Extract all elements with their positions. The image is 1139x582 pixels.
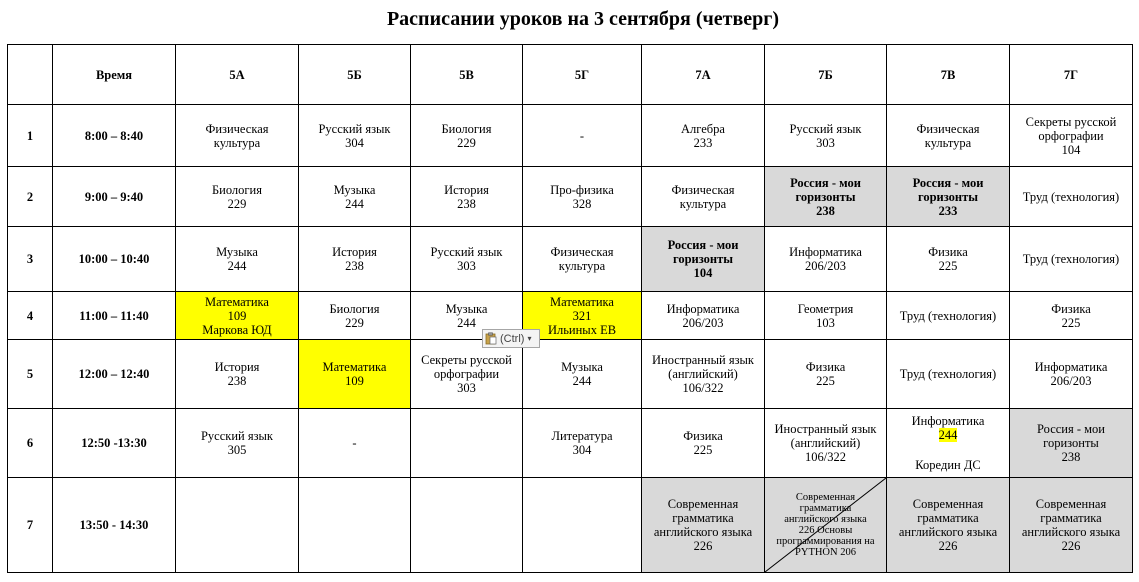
lesson-detail: английского языка bbox=[898, 525, 998, 539]
lesson-cell-5b bbox=[299, 292, 411, 340]
subject-name: Русский язык bbox=[318, 121, 391, 136]
lesson-cell-5g bbox=[523, 227, 642, 292]
subject-name: Труд (технология) bbox=[899, 308, 997, 323]
subject-name: Русский язык bbox=[430, 245, 503, 259]
lesson-cell-7b bbox=[765, 292, 887, 340]
lesson-detail: 225 bbox=[816, 374, 835, 388]
lesson-detail: 229 bbox=[227, 196, 247, 211]
lesson-cell-7a bbox=[642, 340, 765, 409]
subject-name: Информатика bbox=[666, 301, 740, 316]
lesson-number: 7 bbox=[8, 478, 53, 573]
subject-name: История bbox=[332, 245, 377, 259]
lesson-cell-7a bbox=[642, 292, 765, 340]
lesson-detail: 304 bbox=[345, 135, 364, 150]
subject-name: Русский язык bbox=[200, 429, 274, 443]
lesson-detail: 225 bbox=[1061, 315, 1081, 330]
lesson-time: 12:00 – 12:40 bbox=[53, 340, 176, 409]
subject-name: Россия - мои bbox=[1037, 422, 1105, 436]
lesson-detail: горизонты bbox=[795, 189, 856, 204]
subject-name: Физика bbox=[928, 245, 968, 259]
subject-name: Музыка bbox=[333, 182, 376, 197]
subject-name: Математика bbox=[205, 294, 269, 309]
lesson-cell-7a bbox=[642, 478, 765, 573]
subject-name: Современная bbox=[1035, 497, 1107, 511]
subject-name: Информатика bbox=[1034, 360, 1108, 374]
lesson-detail: 106/322 bbox=[805, 450, 846, 464]
header-time: Время bbox=[53, 45, 176, 105]
lesson-detail: PYTHON 206 bbox=[795, 547, 856, 558]
lesson-time: 8:00 – 8:40 bbox=[53, 105, 176, 167]
header-class-5a: 5А bbox=[176, 45, 299, 105]
subject-name: Иностранный язык bbox=[774, 422, 877, 436]
lesson-detail: 109 bbox=[227, 308, 247, 323]
lesson-detail: 303 bbox=[816, 135, 835, 150]
subject-name: Математика bbox=[550, 294, 614, 309]
lesson-detail: грамматика bbox=[917, 511, 979, 525]
lesson-cell-5g bbox=[523, 340, 642, 409]
header-class-5b: 5Б bbox=[299, 45, 411, 105]
lesson-detail: 226 Основы bbox=[798, 525, 853, 536]
subject-name: Труд (технология) bbox=[1022, 252, 1120, 266]
lesson-cell-5a bbox=[176, 167, 299, 227]
lesson-cell-5g bbox=[523, 478, 642, 573]
subject-name: Физика bbox=[805, 360, 846, 374]
lesson-cell-7b bbox=[765, 340, 887, 409]
paste-options-popup[interactable] bbox=[482, 329, 540, 348]
lesson-cell-7v bbox=[887, 409, 1010, 478]
lesson-cell-5g bbox=[523, 409, 642, 478]
split-cell-text bbox=[767, 492, 884, 558]
lesson-detail: 206/203 bbox=[1050, 374, 1092, 388]
subject-name: Музыка bbox=[216, 245, 258, 259]
lesson-detail: орфографии bbox=[433, 367, 500, 381]
lesson-detail: 303 bbox=[457, 381, 476, 395]
lesson-detail: 206/203 bbox=[682, 315, 724, 330]
subject-name: История bbox=[214, 360, 260, 374]
lesson-cell-7g bbox=[1010, 478, 1133, 573]
lesson-detail: 238 bbox=[227, 374, 247, 388]
subject-name: Физическая bbox=[671, 182, 735, 197]
lesson-cell-5g bbox=[523, 292, 642, 340]
lesson-cell-7g bbox=[1010, 409, 1133, 478]
clipboard-icon bbox=[485, 332, 497, 345]
lesson-detail: грамматика bbox=[672, 511, 734, 525]
header-class-7v: 7В bbox=[887, 45, 1010, 105]
lesson-cell-7g bbox=[1010, 167, 1133, 227]
lesson-cell-5a bbox=[176, 227, 299, 292]
lesson-detail: горизонты bbox=[917, 189, 979, 204]
lesson-cell-5g bbox=[523, 167, 642, 227]
lesson-cell-5v bbox=[411, 227, 523, 292]
lesson-number: 4 bbox=[8, 292, 53, 340]
lesson-cell-7a bbox=[642, 105, 765, 167]
subject-name: Секреты русской bbox=[1025, 114, 1117, 129]
subject-name: Современная bbox=[912, 497, 984, 511]
header-class-7a: 7А bbox=[642, 45, 765, 105]
lesson-row bbox=[8, 340, 1133, 409]
lesson-detail: 225 bbox=[693, 443, 713, 457]
lesson-cell-5v bbox=[411, 340, 523, 409]
lesson-detail: 226 bbox=[1061, 539, 1081, 553]
lesson-detail: 238 bbox=[457, 196, 476, 211]
subject-name: Россия - мои bbox=[790, 175, 861, 190]
lesson-detail: 244 bbox=[457, 315, 476, 330]
lesson-detail: 233 bbox=[693, 135, 713, 150]
header-class-7g: 7Г bbox=[1010, 45, 1133, 105]
lesson-detail: 226 bbox=[693, 539, 713, 553]
lesson-cell-5b bbox=[299, 167, 411, 227]
lesson-cell-7g bbox=[1010, 340, 1133, 409]
header-class-7b: 7Б bbox=[765, 45, 887, 105]
lesson-cell-7b bbox=[765, 105, 887, 167]
lesson-detail: английского языка bbox=[784, 514, 867, 525]
subject-name: Геометрия bbox=[797, 301, 854, 316]
lesson-detail: 103 bbox=[816, 315, 835, 330]
lesson-detail: культура bbox=[679, 196, 727, 211]
subject-name: - bbox=[579, 128, 585, 143]
lesson-cell-5a bbox=[176, 409, 299, 478]
lesson-cell-7b bbox=[765, 227, 887, 292]
lesson-detail: 238 bbox=[816, 203, 835, 218]
lesson-detail: 244 bbox=[572, 374, 592, 388]
lesson-detail: английского языка bbox=[1021, 525, 1121, 539]
header-class-5v: 5В bbox=[411, 45, 523, 105]
lesson-cell-5a bbox=[176, 292, 299, 340]
lesson-cell-5b bbox=[299, 227, 411, 292]
subject-name: Современная bbox=[667, 497, 739, 511]
lesson-cell-7b bbox=[765, 167, 887, 227]
lesson-detail: (английский) bbox=[790, 436, 861, 450]
subject-name: Физическая bbox=[205, 121, 269, 136]
lesson-cell-7b bbox=[765, 478, 887, 573]
schedule-table bbox=[7, 44, 1133, 573]
lesson-cell-5v bbox=[411, 105, 523, 167]
lesson-row bbox=[8, 478, 1133, 573]
lesson-detail: 321 bbox=[572, 308, 592, 323]
lesson-cell-7g bbox=[1010, 292, 1133, 340]
paste-options-label: (Ctrl) bbox=[500, 332, 525, 345]
subject-name: История bbox=[444, 182, 489, 197]
lesson-number: 3 bbox=[8, 227, 53, 292]
lesson-detail: Корeдин ДС bbox=[915, 458, 981, 472]
lesson-cell-7a bbox=[642, 409, 765, 478]
subject-name: Физическая bbox=[916, 121, 980, 136]
lesson-cell-7v bbox=[887, 227, 1010, 292]
lesson-detail: горизонты bbox=[672, 252, 734, 266]
lesson-cell-7a bbox=[642, 227, 765, 292]
subject-name: - bbox=[352, 436, 357, 450]
lesson-detail: 229 bbox=[345, 315, 364, 330]
lesson-detail: 303 bbox=[457, 259, 476, 273]
lesson-detail: 305 bbox=[227, 443, 247, 457]
lesson-number: 1 bbox=[8, 105, 53, 167]
lesson-cell-5b bbox=[299, 340, 411, 409]
header-row bbox=[8, 45, 1133, 105]
lesson-time: 11:00 – 11:40 bbox=[53, 292, 176, 340]
lesson-detail: горизонты bbox=[1043, 436, 1099, 450]
lesson-row bbox=[8, 167, 1133, 227]
subject-name: Музыка bbox=[445, 301, 488, 316]
subject-name: Физическая bbox=[550, 245, 614, 259]
lesson-cell-5b bbox=[299, 478, 411, 573]
lesson-cell-7g bbox=[1010, 105, 1133, 167]
subject-name: Секреты русской bbox=[421, 353, 512, 367]
lesson-cell-5g bbox=[523, 105, 642, 167]
lesson-detail: 206/203 bbox=[805, 259, 846, 273]
lesson-time: 13:50 - 14:30 bbox=[53, 478, 176, 573]
lesson-detail: 106/322 bbox=[682, 381, 724, 395]
lesson-cell-5b bbox=[299, 409, 411, 478]
lesson-cell-7v bbox=[887, 105, 1010, 167]
lesson-row bbox=[8, 105, 1133, 167]
lesson-detail: английского языка bbox=[653, 525, 753, 539]
lesson-detail: 109 bbox=[345, 374, 364, 388]
subject-name: Математика bbox=[322, 360, 387, 374]
lesson-detail: 238 bbox=[1061, 450, 1081, 464]
lesson-detail: программирования на bbox=[776, 536, 875, 547]
lesson-detail: грамматика bbox=[1040, 511, 1102, 525]
lesson-cell-7b bbox=[765, 409, 887, 478]
lesson-cell-5v bbox=[411, 167, 523, 227]
lesson-detail: грамматика bbox=[799, 503, 852, 514]
lesson-detail: 244 bbox=[227, 259, 247, 273]
lesson-detail: (английский) bbox=[668, 367, 738, 381]
lesson-cell-5a bbox=[176, 340, 299, 409]
subject-name: Литература bbox=[551, 429, 613, 443]
subject-name: Россия - мои bbox=[667, 238, 739, 252]
subject-name: Россия - мои bbox=[912, 175, 984, 190]
lesson-detail: 244 bbox=[938, 428, 958, 442]
lesson-cell-5b bbox=[299, 105, 411, 167]
lesson-detail: 244 bbox=[345, 196, 364, 211]
lesson-cell-7a bbox=[642, 167, 765, 227]
subject-name: Труд (технология) bbox=[899, 367, 997, 381]
spacer bbox=[889, 442, 1007, 458]
lesson-detail: культура bbox=[213, 135, 261, 150]
lesson-detail: культура bbox=[558, 259, 606, 273]
subject-name: Про-физика bbox=[550, 182, 614, 197]
page-title: Расписании уроков на 3 сентября (четверг) bbox=[386, 8, 780, 30]
header-num bbox=[8, 45, 53, 105]
subject-name: Труд (технология) bbox=[1022, 189, 1120, 204]
lesson-detail: культура bbox=[924, 135, 972, 150]
lesson-number: 2 bbox=[8, 167, 53, 227]
subject-name: Информатика bbox=[911, 414, 985, 428]
lesson-detail: 104 bbox=[1061, 142, 1081, 157]
lesson-detail: 226 bbox=[938, 539, 958, 553]
chevron-down-icon: ▾ bbox=[527, 334, 532, 343]
lesson-cell-7v bbox=[887, 167, 1010, 227]
lesson-detail: 238 bbox=[345, 259, 364, 273]
header-class-5g: 5Г bbox=[523, 45, 642, 105]
lesson-cell-5v bbox=[411, 409, 523, 478]
subject-name: Информатика bbox=[789, 245, 862, 259]
lesson-cell-7v bbox=[887, 478, 1010, 573]
lesson-cell-7g bbox=[1010, 227, 1133, 292]
lesson-detail: 304 bbox=[572, 443, 592, 457]
lesson-detail: орфографии bbox=[1038, 128, 1104, 143]
lesson-detail: 328 bbox=[572, 196, 592, 211]
subject-name: Иностранный язык bbox=[652, 353, 754, 367]
subject-name: Биология bbox=[329, 301, 380, 316]
subject-name: Биология bbox=[441, 121, 492, 136]
lesson-detail: 233 bbox=[938, 203, 958, 218]
subject-name: Алгебра bbox=[681, 121, 725, 136]
lesson-cell-5a bbox=[176, 478, 299, 573]
lesson-row bbox=[8, 409, 1133, 478]
lesson-time: 9:00 – 9:40 bbox=[53, 167, 176, 227]
lesson-detail: 225 bbox=[938, 259, 958, 273]
subject-name: Русский язык bbox=[789, 121, 862, 136]
lesson-row bbox=[8, 292, 1133, 340]
lesson-cell-7v bbox=[887, 292, 1010, 340]
lesson-cell-7v bbox=[887, 340, 1010, 409]
lesson-detail: Ильиных ЕВ bbox=[547, 322, 617, 337]
lesson-detail: Маркова ЮД bbox=[202, 322, 272, 337]
lesson-cell-5a bbox=[176, 105, 299, 167]
lesson-cell-5v bbox=[411, 478, 523, 573]
subject-name: Современная bbox=[795, 492, 856, 503]
lesson-time: 10:00 – 10:40 bbox=[53, 227, 176, 292]
subject-name: Физика bbox=[683, 429, 723, 443]
lesson-detail: 229 bbox=[457, 135, 476, 150]
lesson-time: 12:50 -13:30 bbox=[53, 409, 176, 478]
subject-name: Биология bbox=[211, 182, 262, 197]
lesson-detail: 104 bbox=[693, 266, 713, 280]
lesson-row bbox=[8, 227, 1133, 292]
lesson-number: 5 bbox=[8, 340, 53, 409]
subject-name: Физика bbox=[1051, 301, 1091, 316]
subject-name: Музыка bbox=[561, 360, 603, 374]
lesson-number: 6 bbox=[8, 409, 53, 478]
